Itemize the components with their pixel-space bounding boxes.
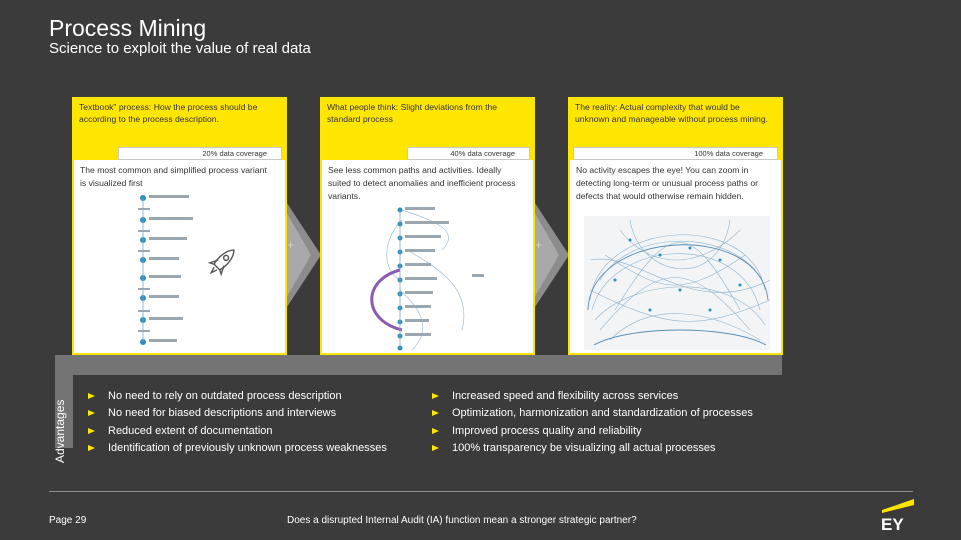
- advantages-label: Advantages: [53, 399, 67, 463]
- chevron-right-icon: [285, 200, 323, 310]
- card-what-people-think: [320, 97, 535, 355]
- advantages-band: [55, 355, 782, 375]
- coverage-bar: 40% data coverage: [407, 147, 530, 160]
- process-diagram-image: [570, 160, 781, 353]
- page-title: Process Mining: [49, 15, 207, 41]
- footer-question: Does a disrupted Internal Audit (IA) function mean a stronger strategic partner?: [287, 515, 637, 526]
- logo-text: EY: [881, 515, 904, 532]
- advantages-list-right: [432, 388, 753, 457]
- list-item: Optimization, harmonization and standardization of processes: [432, 405, 753, 422]
- card-textbook-process: [72, 97, 287, 355]
- card-description: See less common paths and activities. Ideally suited to detect anomalies and inefficient process variants.: [328, 165, 516, 201]
- arrow-2: [533, 200, 571, 310]
- ey-logo-icon: [880, 498, 916, 532]
- chevron-right-icon: [533, 200, 571, 310]
- list-item: Increased speed and flexibility across services: [432, 388, 753, 405]
- card-body: [322, 160, 533, 353]
- card-heading: What people think: Slight deviations from the standard process: [327, 102, 498, 124]
- list-item: Reduced extent of documentation: [88, 423, 387, 440]
- page-subtitle: Science to exploit the value of real data: [49, 40, 311, 57]
- card-heading: Textbook" process: How the process should be according to the process description.: [79, 102, 258, 124]
- process-diagram-image: [322, 160, 533, 353]
- list-item: No need to rely on outdated process description: [88, 388, 387, 405]
- list-item: Improved process quality and reliability: [432, 423, 753, 440]
- card-body: [570, 160, 781, 353]
- coverage-bar: 100% data coverage: [573, 147, 778, 160]
- card-description: No activity escapes the eye! You can zoom in detecting long-term or unusual process paths or defects that would otherwise remain hidden.: [576, 165, 759, 201]
- list-item: 100% transparency be visualizing all actual processes: [432, 440, 753, 457]
- card-heading: The reality: Actual complexity that would be unknown and manageable without process mining.: [575, 102, 769, 124]
- rocket-icon: [206, 244, 240, 278]
- coverage-bar: 20% data coverage: [118, 147, 282, 160]
- card-reality: [568, 97, 783, 355]
- advantages-list-left: [88, 388, 387, 457]
- plus-icon: +: [535, 238, 543, 252]
- list-item: No need for biased descriptions and interviews: [88, 405, 387, 422]
- card-description: The most common and simplified process variant is visualized first: [80, 165, 267, 188]
- footer-divider: [49, 491, 913, 492]
- plus-icon: +: [287, 238, 295, 252]
- list-item: Identification of previously unknown process weaknesses: [88, 440, 387, 457]
- process-diagram-image: [74, 160, 285, 353]
- page-number: Page 29: [49, 515, 87, 526]
- card-body: [74, 160, 285, 353]
- arrow-1: [285, 200, 323, 310]
